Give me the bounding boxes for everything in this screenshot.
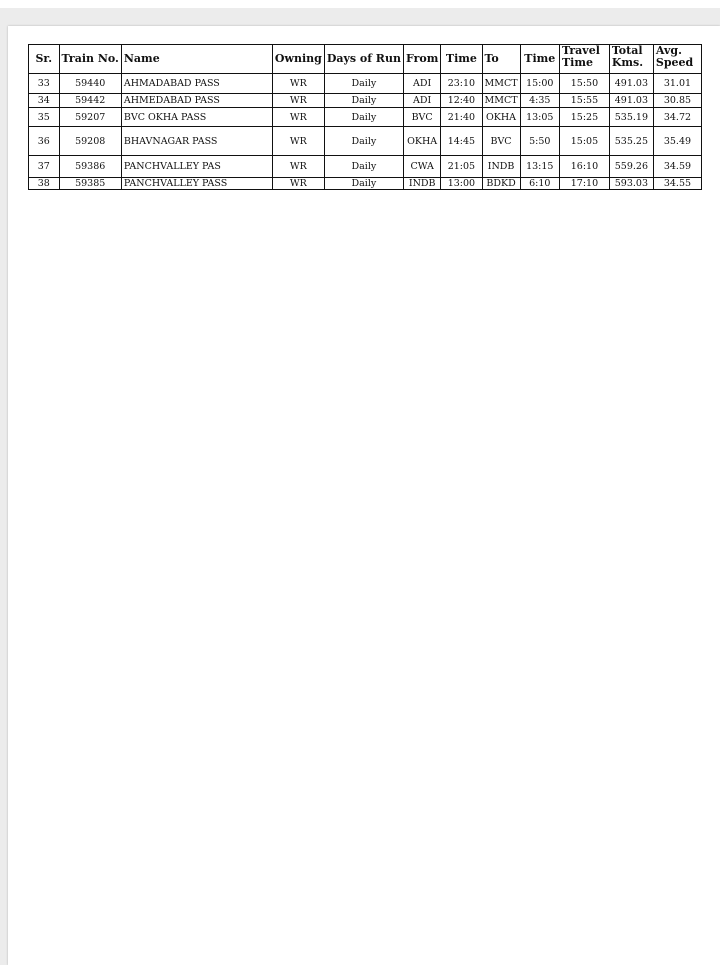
cell-travel-time: 15:05 xyxy=(560,127,610,156)
col-header-avg-speed: Avg. Speed xyxy=(653,45,701,74)
cell-sr: 38 xyxy=(29,178,60,190)
cell-name: AHMADABAD PASS xyxy=(121,74,272,94)
cell-departure-time: 21:40 xyxy=(441,108,482,127)
col-header-from: From xyxy=(403,45,440,74)
cell-arrival-time: 13:05 xyxy=(520,108,559,127)
cell-total-kms: 535.19 xyxy=(609,108,653,127)
cell-train-no: 59386 xyxy=(59,156,121,178)
col-header-to: To xyxy=(482,45,520,74)
cell-owning: WR xyxy=(272,108,324,127)
cell-departure-time: 13:00 xyxy=(441,178,482,190)
cell-avg-speed: 30.85 xyxy=(653,94,701,108)
table-row xyxy=(29,94,702,108)
table-row xyxy=(29,108,702,127)
cell-sr: 37 xyxy=(29,156,60,178)
cell-days-of-run: Daily xyxy=(324,127,403,156)
train-schedule-table xyxy=(28,44,702,190)
cell-sr: 33 xyxy=(29,74,60,94)
col-header-days-of-run: Days of Run xyxy=(324,45,403,74)
cell-total-kms: 491.03 xyxy=(609,74,653,94)
viewer-top-bar xyxy=(0,0,720,8)
cell-avg-speed: 35.49 xyxy=(653,127,701,156)
cell-train-no: 59440 xyxy=(59,74,121,94)
cell-from: INDB xyxy=(403,178,440,190)
cell-days-of-run: Daily xyxy=(324,74,403,94)
cell-total-kms: 559.26 xyxy=(609,156,653,178)
cell-travel-time: 15:55 xyxy=(560,94,610,108)
cell-departure-time: 21:05 xyxy=(441,156,482,178)
document-page xyxy=(8,26,720,965)
cell-name: BVC OKHA PASS xyxy=(121,108,272,127)
cell-travel-time: 15:25 xyxy=(560,108,610,127)
cell-departure-time: 23:10 xyxy=(441,74,482,94)
cell-train-no: 59207 xyxy=(59,108,121,127)
cell-sr: 35 xyxy=(29,108,60,127)
cell-owning: WR xyxy=(272,127,324,156)
cell-sr: 34 xyxy=(29,94,60,108)
cell-to: BDKD xyxy=(482,178,520,190)
cell-avg-speed: 31.01 xyxy=(653,74,701,94)
cell-name: PANCHVALLEY PASS xyxy=(121,178,272,190)
cell-avg-speed: 34.55 xyxy=(653,178,701,190)
cell-to: INDB xyxy=(482,156,520,178)
col-header-name: Name xyxy=(121,45,272,74)
cell-from: CWA xyxy=(403,156,440,178)
table-row xyxy=(29,156,702,178)
cell-travel-time: 16:10 xyxy=(560,156,610,178)
cell-to: BVC xyxy=(482,127,520,156)
cell-arrival-time: 4:35 xyxy=(520,94,559,108)
col-header-departure-time: Time xyxy=(441,45,482,74)
col-header-total-kms: Total Kms. xyxy=(609,45,653,74)
cell-owning: WR xyxy=(272,178,324,190)
table-row xyxy=(29,127,702,156)
cell-departure-time: 12:40 xyxy=(441,94,482,108)
cell-name: PANCHVALLEY PAS xyxy=(121,156,272,178)
cell-train-no: 59208 xyxy=(59,127,121,156)
cell-arrival-time: 6:10 xyxy=(520,178,559,190)
cell-days-of-run: Daily xyxy=(324,108,403,127)
cell-travel-time: 17:10 xyxy=(560,178,610,190)
cell-owning: WR xyxy=(272,94,324,108)
cell-departure-time: 14:45 xyxy=(441,127,482,156)
cell-from: BVC xyxy=(403,108,440,127)
cell-owning: WR xyxy=(272,74,324,94)
cell-arrival-time: 15:00 xyxy=(520,74,559,94)
col-header-sr: Sr. xyxy=(29,45,60,74)
col-header-owning: Owning xyxy=(272,45,324,74)
col-header-arrival-time: Time xyxy=(520,45,559,74)
table-header-row xyxy=(29,45,702,74)
cell-arrival-time: 5:50 xyxy=(520,127,559,156)
cell-days-of-run: Daily xyxy=(324,156,403,178)
cell-from: ADI xyxy=(403,74,440,94)
table-row xyxy=(29,178,702,190)
cell-from: OKHA xyxy=(403,127,440,156)
cell-total-kms: 593.03 xyxy=(609,178,653,190)
cell-from: ADI xyxy=(403,94,440,108)
cell-sr: 36 xyxy=(29,127,60,156)
cell-days-of-run: Daily xyxy=(324,178,403,190)
cell-arrival-time: 13:15 xyxy=(520,156,559,178)
table-row xyxy=(29,74,702,94)
cell-owning: WR xyxy=(272,156,324,178)
cell-days-of-run: Daily xyxy=(324,94,403,108)
cell-travel-time: 15:50 xyxy=(560,74,610,94)
cell-avg-speed: 34.59 xyxy=(653,156,701,178)
cell-to: OKHA xyxy=(482,108,520,127)
cell-avg-speed: 34.72 xyxy=(653,108,701,127)
cell-to: MMCT xyxy=(482,74,520,94)
cell-name: AHMEDABAD PASS xyxy=(121,94,272,108)
col-header-train-no: Train No. xyxy=(59,45,121,74)
cell-train-no: 59442 xyxy=(59,94,121,108)
cell-name: BHAVNAGAR PASS xyxy=(121,127,272,156)
col-header-travel-time: Travel Time xyxy=(560,45,610,74)
cell-total-kms: 535.25 xyxy=(609,127,653,156)
cell-total-kms: 491.03 xyxy=(609,94,653,108)
cell-train-no: 59385 xyxy=(59,178,121,190)
cell-to: MMCT xyxy=(482,94,520,108)
